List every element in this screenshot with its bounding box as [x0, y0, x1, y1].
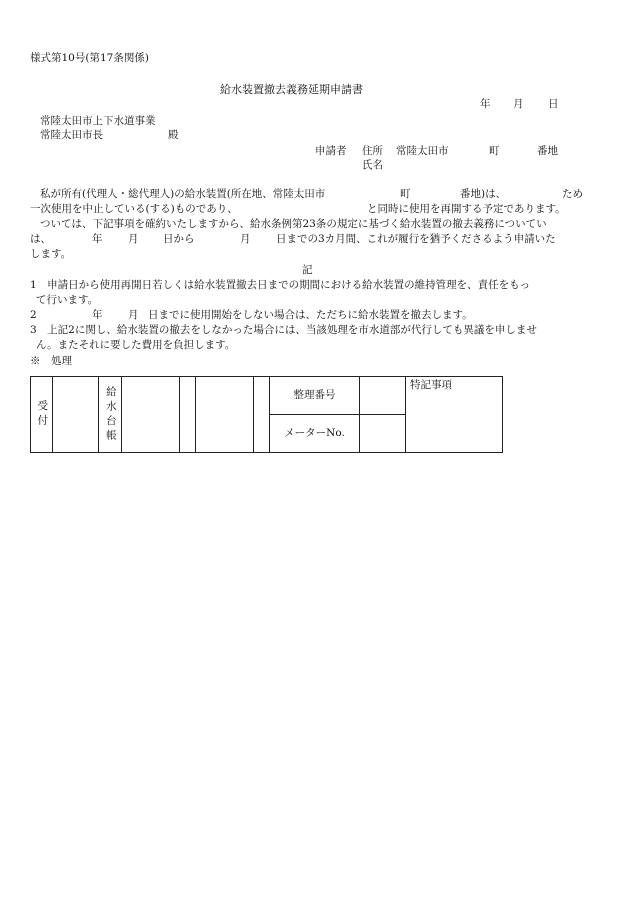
date-day: 日: [548, 98, 559, 110]
daicho-blank-3: [196, 377, 254, 453]
p2-line1: ついては、下記事項を確約いたしますから、給水条例第23条の規定に基づく給水装置の撤去義務についてい: [40, 218, 547, 230]
tokki-jiko-label: 特記事項: [406, 377, 503, 453]
daicho-blank-1: [122, 377, 180, 453]
p1-line1-banchi: 番地)は、: [460, 188, 507, 200]
seiri-bango-label: 整理番号: [270, 377, 360, 415]
p1-line1-text: 私が所有(代理人・総代理人)の給水装置(所在地、常陸太田市: [40, 188, 326, 200]
item-3-line1: 3 上記2に関し、給水装置の撤去をしなかった場合には、当該処理を市水道部が代行しても異議を申しませ: [30, 324, 537, 336]
name-label: 氏名: [362, 159, 383, 171]
p2-line2-month2: 月: [240, 233, 251, 245]
daicho-blank-4: [254, 377, 270, 453]
p2-line2-ha: は、: [30, 233, 51, 245]
address-city: 常陸太田市: [396, 145, 449, 157]
recipient-line1: 常陸太田市上下水道事業: [40, 115, 156, 127]
item-1-line2: て行います。: [36, 294, 99, 306]
item-3-line2: ん。またそれに要した費用を負担します。: [36, 339, 236, 351]
kyusui-daicho-cell: [99, 377, 122, 453]
p2-line3: します。: [30, 248, 72, 260]
date-month: 月: [513, 98, 524, 110]
p2-line2-month: 月: [128, 233, 139, 245]
address-banchi: 番地: [537, 145, 558, 157]
meter-no-value: [360, 415, 406, 453]
kyusui-daicho-label: 給水台帳: [104, 385, 117, 444]
daicho-blank-2: [180, 377, 196, 453]
recipient-honorific: 殿: [168, 129, 179, 141]
meter-no-label: メーターNo.: [270, 415, 360, 453]
uketsuke-cell: [31, 377, 53, 453]
seiri-bango-value: [360, 377, 406, 415]
processing-label: ※ 処理: [30, 355, 72, 367]
p1-line2-resume: と同時に使用を再開する予定であります。: [367, 203, 566, 215]
document-title: 給水装置撤去義務延期申請書: [220, 83, 363, 96]
item-2-month: 月: [128, 309, 139, 321]
p1-line1-town: 町: [400, 188, 411, 200]
p1-line2-text: 一次使用を中止している(する)ものであり、: [30, 203, 238, 215]
address-town: 町: [489, 145, 500, 157]
address-label: 住所: [362, 145, 383, 157]
form-number: 様式第10号(第17条関係): [30, 52, 149, 64]
item-1-line1: 1 申請日から使用再開日若しくは給水装置撤去日までの期間における給水装置の維持管理を、責任をもっ: [30, 279, 531, 291]
p2-line2-year: 年: [92, 233, 103, 245]
p2-line2-until: 日までの3カ月間、これが履行を猶予くださるよう申請いた: [276, 233, 556, 245]
ki-heading: 記: [302, 264, 313, 276]
p1-line1-tame: ため: [562, 188, 583, 200]
item-2-number: 2: [30, 309, 37, 321]
uketsuke-label: 受付: [36, 400, 49, 429]
p2-line2-from: 日から: [163, 233, 195, 245]
applicant-label: 申請者: [315, 145, 347, 157]
item-2-year: 年: [92, 309, 103, 321]
uketsuke-blank: [53, 377, 99, 453]
processing-table: [30, 376, 503, 453]
item-2-text: 日までに使用開始をしない場合は、ただちに給水装置を撤去します。: [148, 309, 473, 321]
date-year: 年: [480, 98, 491, 110]
recipient-line2: 常陸太田市長: [40, 129, 103, 141]
